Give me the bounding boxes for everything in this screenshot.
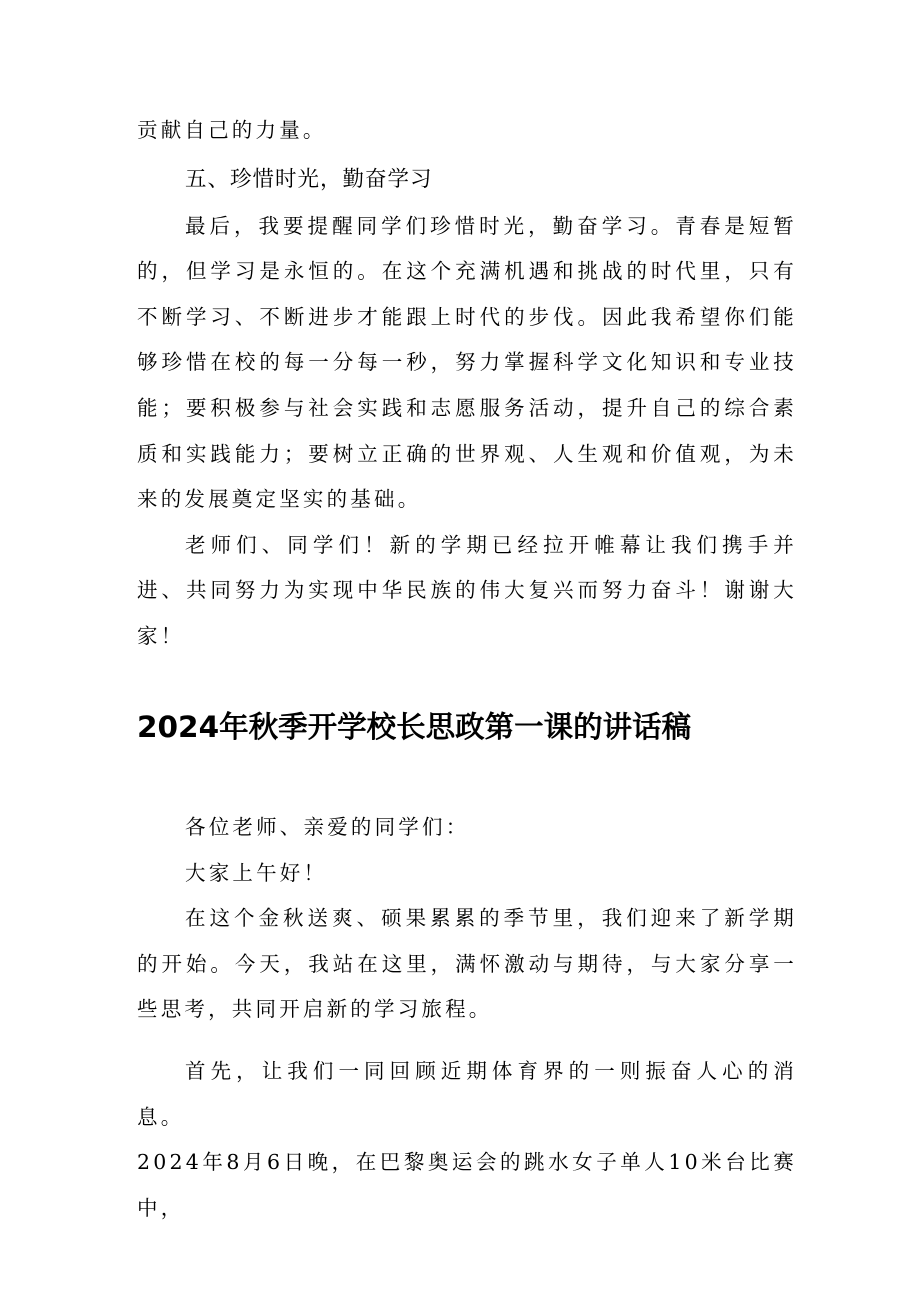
intro-paragraph: 在这个金秋送爽、硕果累累的季节里，我们迎来了新学期的开始。今天，我站在这里，满怀激动与期待，与大家分享一些思考，共同开启新的学习旅程。 xyxy=(137,906,797,1022)
news-line-date: 2024年8月6日晚，在巴黎奥运会的跳水女子单人10米台比赛中， xyxy=(137,1150,797,1220)
section-heading: 五、珍惜时光，勤奋学习 xyxy=(185,166,433,192)
paragraph-gap xyxy=(137,1033,797,1049)
closing-paragraph: 老师们、同学们！新的学期已经拉开帷幕让我们携手并进、共同努力为实现中华民族的伟大复兴而努力奋斗！谢谢大家！ xyxy=(137,532,797,648)
carry-over-text: 贡献自己的力量。 xyxy=(137,118,327,142)
news-line: 首先，让我们一同回顾近期体育界的一则振奋人心的消息。 xyxy=(137,1058,797,1129)
section-five xyxy=(137,108,797,660)
document-title: 2024年秋季开学校长思政第一课的讲话稿 xyxy=(137,710,692,744)
body-paragraph: 最后，我要提醒同学们珍惜时光，勤奋学习。青春是短暂的，但学习是永恒的。在这个充满机遇和挑战的时代里，只有不断学习、不断进步才能跟上时代的步伐。因此我希望你们能够珍惜在校的每一分每一秒，努力掌握科学文化知识和专业技能；要积极参与社会实践和志愿服务活动，提升自己的综合素质和实践能力；要树立正确的世界观、人生观和价值观，为未来的发展奠定坚实的基础。 xyxy=(137,213,797,512)
greeting: 大家上午好！ xyxy=(185,860,328,885)
speech-body xyxy=(137,805,797,1231)
salutation: 各位老师、亲爱的同学们： xyxy=(185,815,470,839)
